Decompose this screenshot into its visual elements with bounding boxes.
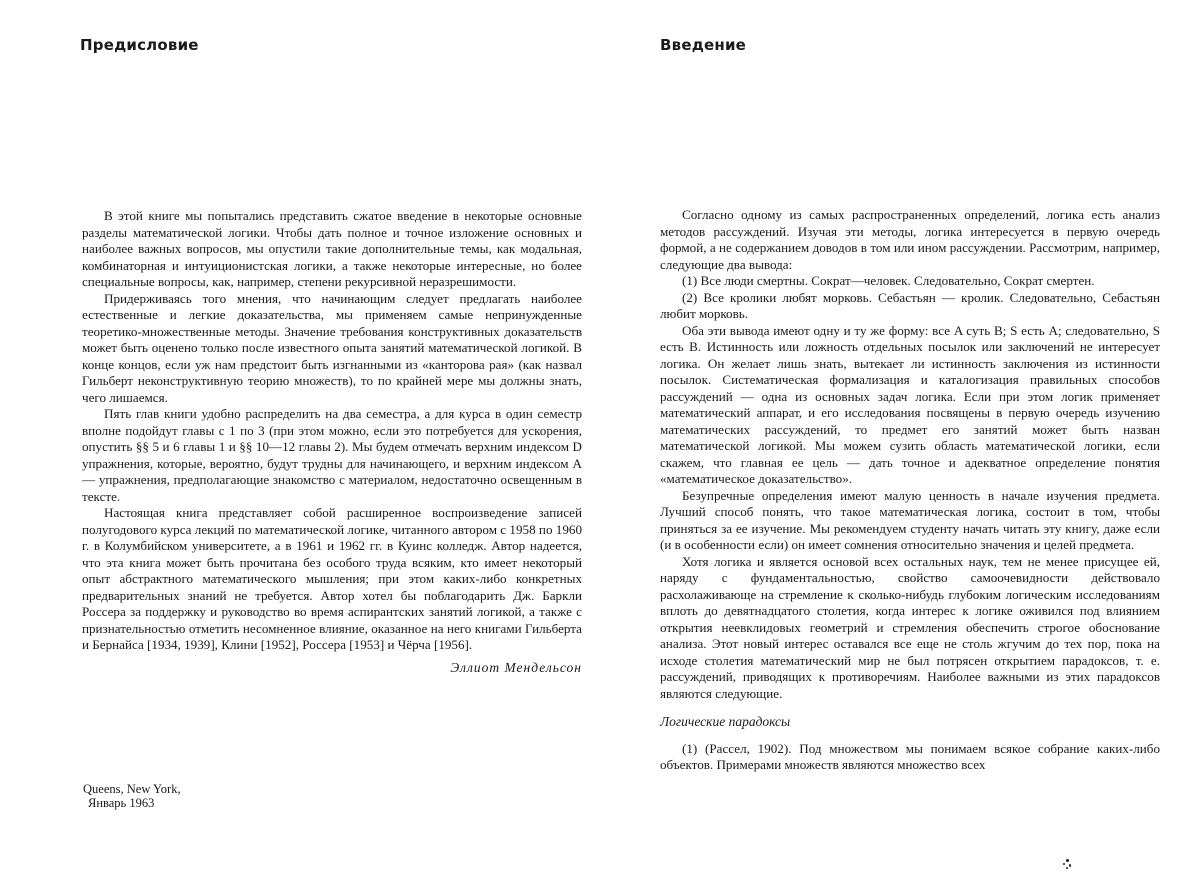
date: Январь 1963 [88,796,155,810]
place-and-date [83,782,181,810]
paragraph: Хотя логика и является основой всех остальных наук, тем не менее присущее ей, наряду с фундаментальностью, свойство самоочевидности действовало расхолаживающе на стремление к сколько-нибудь глубоким логическим исследованиям вплоть до девятнадцатого столетия, когда интерес к логике оживился под влиянием открытия неевклидовых геометрий и стремления обеспечить строгое обоснование анализа. Этот новый интерес оставался все еще не столь жгучим до тех пор, пока на исходе столетия математический мир не был потрясен открытием парадоксов, т. е. рассуждений, приводящих к противоречиям. Наиболее важными из этих парадоксов являются следующие. [660,553,1160,701]
paragraph: Настоящая книга представляет собой расширенное воспроизведение записей полугодового курса лекций по математической логике, читанного автором с 1958 по 1960 г. в Колумбийском университете, а в 1961 и 1962 гг. в Куинс колледж. Автор надеется, что эта книга может быть прочитана без особого труда всяким, кто имеет некоторый опыт абстрактного математического мышления; при этом каких-либо конкретных предварительных знаний не требуется. Автор хотел бы поблагодарить Дж. Баркли Россера за поддержку и руководство во время аспирантских занятий логикой, а также с признательностью отметить несомненное влияние, оказанное на него книгами Гильберта и Бернайса [1934, 1939], Клини [1952], Россера [1953] и Чёрча [1956]. [82,505,582,652]
paragraph: Оба эти вывода имеют одну и ту же форму: все A суть B; S есть A; следовательно, S есть B. Истинность или ложность отдельных посылок или заключений не интересует логика. Он желает лишь знать, вытекает ли истинность заключения из истинности посылок. Систематическая формализация и каталогизация правильных способов рассуждений — одна из основных задач логика. Если при этом логик применяет математический аппарат, и его исследования посвящены в первую очередь изучению математических рассуждений, то предмет его занятий может быть назван математической логикой. Мы можем сузить область математической логики, если скажем, что главная ее цель — дать точное и адекватное определение понятия «математическое доказательство». [660,322,1160,486]
preface-body [82,208,582,676]
paragraph: В этой книге мы попытались представить сжатое введение в некоторые основные разделы математической логики. Чтобы дать полное и точное изложение основных и наиболее важных вопросов, мы опустили такие дополнительные темы, как модальная, комбинаторная и интуиционистская логики, а также некоторые интересные, но более специальные вопросы, как, например, степени рекурсивной неразрешимости. [82,208,582,289]
right-page [600,0,1200,877]
paragraph: Придерживаясь того мнения, что начинающим следует предлагать наиболее естественные и легкие доказательства, мы применяем самые непринужденные теоретико-множественные методы. Значение требования конструктивных доказательств может быть оценено только после известного опыта занятий математической логикой. В конце концов, если уж нам предстоит быть изгнанными из «канторова рая» (как назвал Гильберт неконструктивную теорию множеств), то по крайней мере мы должны знать, чего лишаемся. [82,290,582,405]
scan-speck [1060,855,1076,871]
paragraph: Согласно одному из самых распространенных определений, логика есть анализ методов рассуждений. Изучая эти методы, логика интересуется в первую очередь формой, а не содержанием доводов в том или ином рассуждении. Рассмотрим, например, следующие два вывода: [660,207,1160,272]
example-item: (1) Все люди смертны. Сократ—человек. Следовательно, Сократ смертен. [682,273,1095,288]
paragraph: Безупречные определения имеют малую ценность в начале изучения предмета. Лучший способ понять, что такое математическая логика, состоит в том, чтобы приняться за ее изучение. Мы рекомендуем студенту начать читать эту книгу, даже если (и в особенности если) он имеет сомнения относительно значения и целей предмета. [660,487,1160,552]
example-item: (2) Все кролики любят морковь. Себастьян — кролик. Следовательно, Себастьян любит морковь. [660,289,1160,321]
section-subheading: Логические парадоксы [660,714,791,729]
introduction-body [660,207,1160,774]
paragraph: (1) (Рассел, 1902). Под множеством мы понимаем всякое собрание каких-либо объектов. Примерами множеств являются множество всех [660,740,1160,772]
page-heading: Введение [660,36,747,54]
paragraph: Пять глав книги удобно распределить на два семестра, а для курса в один семестр вполне подойдут главы с 1 по 3 (при этом можно, если это потребуется для ускорения, опустить §§ 5 и 6 главы 1 и §§ 10—12 главы 2). Мы будем отмечать верхним индексом D упражнения, которые, вероятно, будут трудны для начинающего, и верхним индексом А — упражнения, предполагающие знакомство с материалом, недостаточно освещенным в тексте. [82,406,582,504]
author-signature: Эллиот Мендельсон [450,659,582,675]
page-heading: Предисловие [80,36,199,54]
place: Queens, New York, [83,782,181,796]
